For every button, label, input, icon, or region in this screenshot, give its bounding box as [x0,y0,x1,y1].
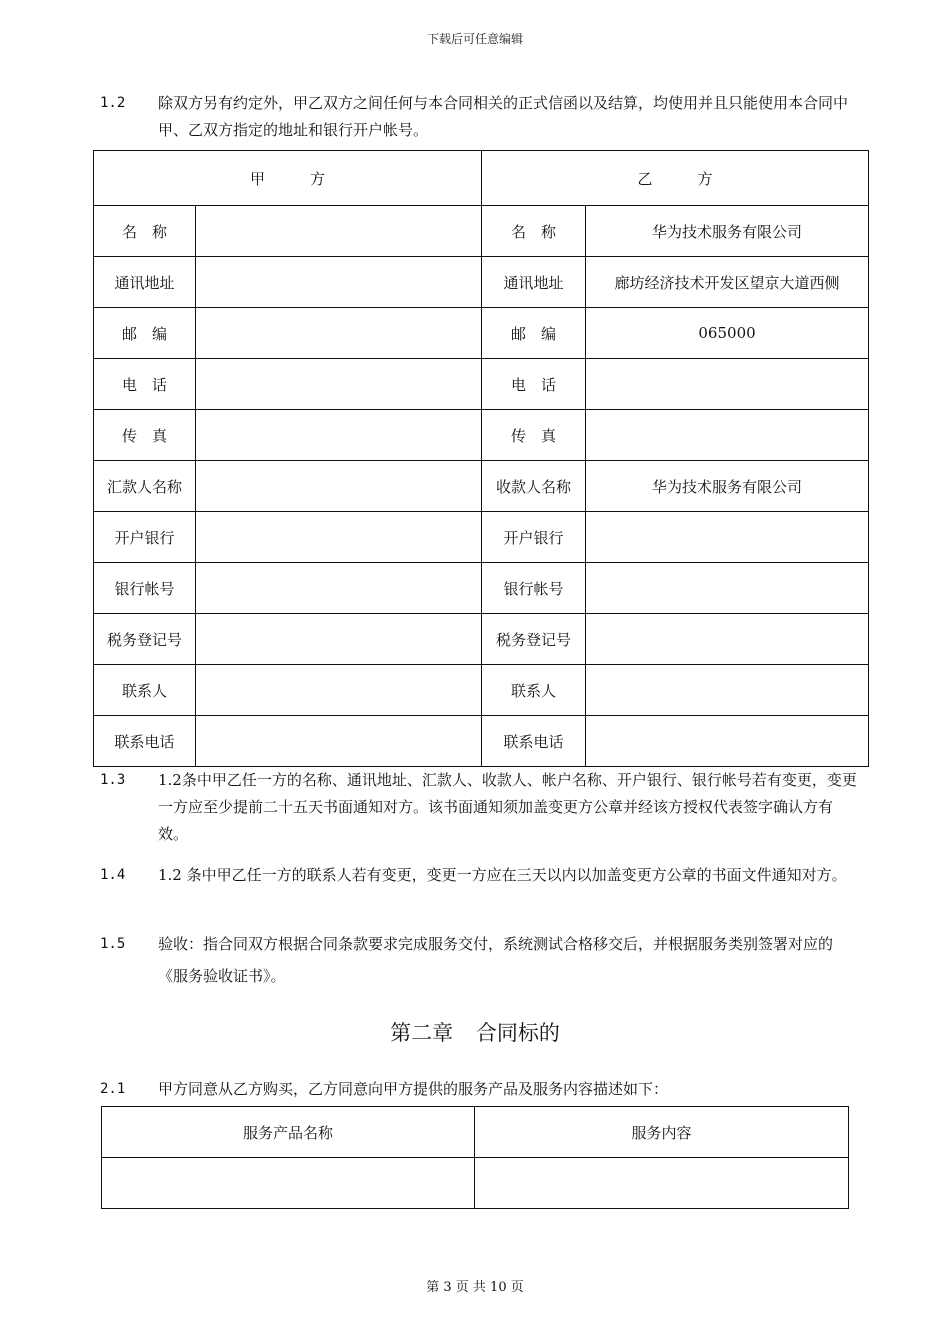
party-a-label: 邮 编 [94,308,196,359]
chapter-title: 合同标的 [475,1021,560,1045]
party-b-label: 联系人 [482,665,586,716]
service-table [101,1106,849,1209]
clause-number: 1.3 [100,772,126,788]
table-row [94,308,869,359]
party-a-value [196,461,482,512]
table-row [94,206,869,257]
party-a-value [196,206,482,257]
party-b-label: 电 话 [482,359,586,410]
party-a-label: 汇款人名称 [94,461,196,512]
party-b-label: 银行帐号 [482,563,586,614]
party-b-value [586,359,869,410]
party-b-label: 传 真 [482,410,586,461]
page-header: 下载后可任意编辑 [426,32,523,46]
party-a-label: 电 话 [94,359,196,410]
service-header-row [102,1107,849,1158]
party-b-value [586,614,869,665]
party-b-value [586,716,869,767]
clause-text: 1.2 条中甲乙任一方的联系人若有变更，变更一方应在三天以内以加盖变更方公章的书面文件通知对方。 [158,866,847,884]
table-row [94,614,869,665]
party-a-value [196,512,482,563]
clause-1-5 [100,928,860,992]
party-b-value: 065000 [586,308,869,359]
party-b-value [586,563,869,614]
party-a-value [196,257,482,308]
table-row [94,461,869,512]
party-b-label: 开户银行 [482,512,586,563]
party-b-value [586,665,869,716]
party-b-value: 华为技术服务有限公司 [586,206,869,257]
clause-2-1 [100,1076,860,1103]
party-header-row [94,151,869,206]
page-footer: 第 3 页 共 10 页 [426,1280,524,1295]
clause-number: 2.1 [100,1081,126,1097]
table-row [94,665,869,716]
clause-text: 除双方另有约定外，甲乙双方之间任何与本合同相关的正式信函以及结算，均使用并且只能使用本合同中甲、乙双方指定的地址和银行开户帐号。 [158,94,849,139]
party-a-label: 联系电话 [94,716,196,767]
party-b-label: 联系电话 [482,716,586,767]
table-row [94,359,869,410]
party-b-label: 名 称 [482,206,586,257]
clause-number: 1.4 [100,867,126,883]
table-row [94,410,869,461]
party-b-value: 廊坊经济技术开发区望京大道西侧 [586,257,869,308]
party-b-label: 税务登记号 [482,614,586,665]
party-a-label: 联系人 [94,665,196,716]
party-b-value [586,512,869,563]
service-product-header: 服务产品名称 [102,1107,475,1158]
table-row [94,716,869,767]
party-b-label: 邮 编 [482,308,586,359]
service-content-cell [475,1158,849,1209]
party-a-label: 开户银行 [94,512,196,563]
clause-text: 1.2条中甲乙任一方的名称、通讯地址、汇款人、收款人、帐户名称、开户银行、银行帐号若有变更，变更一方应至少提前二十五天书面通知对方。该书面通知须加盖变更方公章并经该方授权代表签字确认方有效。 [158,771,857,843]
party-a-value [196,308,482,359]
table-row [94,257,869,308]
party-a-label: 通讯地址 [94,257,196,308]
party-a-label: 银行帐号 [94,563,196,614]
chapter-heading [0,1017,950,1047]
clause-text: 甲方同意从乙方购买，乙方同意向甲方提供的服务产品及服务内容描述如下： [158,1080,669,1098]
party-a-label: 传 真 [94,410,196,461]
party-a-value [196,614,482,665]
chapter-number: 第二章 [390,1021,454,1045]
clause-number: 1.5 [100,936,126,952]
party-b-value [586,410,869,461]
clause-text: 验收：指合同双方根据合同条款要求完成服务交付，系统测试合格移交后，并根据服务类别签署对应的《服务验收证书》。 [158,935,834,985]
party-b-label: 通讯地址 [482,257,586,308]
clause-number: 1.2 [100,95,126,111]
party-b-value: 华为技术服务有限公司 [586,461,869,512]
party-b-header: 乙 方 [482,151,869,206]
party-a-label: 名 称 [94,206,196,257]
clause-1-3 [100,767,860,848]
clause-1-2 [100,90,860,144]
party-a-value [196,410,482,461]
party-a-value [196,716,482,767]
service-content-header: 服务内容 [475,1107,849,1158]
table-row [94,512,869,563]
party-info-table [93,150,869,767]
party-b-label: 收款人名称 [482,461,586,512]
table-row [102,1158,849,1209]
party-a-label: 税务登记号 [94,614,196,665]
party-a-header: 甲 方 [94,151,482,206]
party-a-value [196,563,482,614]
party-a-value [196,665,482,716]
table-row [94,563,869,614]
clause-1-4 [100,862,860,889]
service-product-cell [102,1158,475,1209]
party-a-value [196,359,482,410]
